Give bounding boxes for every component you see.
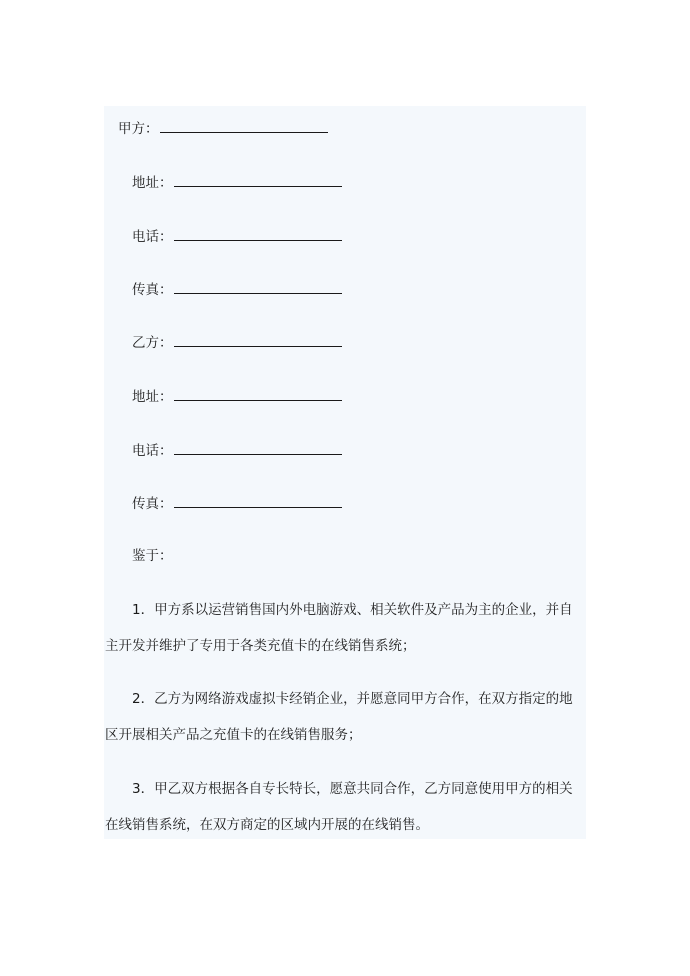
party-b-blank <box>174 332 342 347</box>
party-a-address-blank <box>174 172 342 187</box>
party-a-fax-label: 传真： <box>132 282 173 298</box>
party-a-fax-blank <box>174 279 342 294</box>
clause-3-line-2: 在线销售系统，在双方商定的区域内开展的在线销售。 <box>105 817 429 833</box>
party-a-address-label: 地址： <box>132 175 173 191</box>
party-b-fax-blank <box>174 493 342 508</box>
party-b-fax-field <box>132 493 342 514</box>
party-a-label: 甲方： <box>118 121 159 137</box>
clause-1-line-1: 1．甲方系以运营销售国内外电脑游戏、相关软件及产品为主的企业，并自 <box>132 602 573 618</box>
party-b-phone-label: 电话： <box>132 443 173 459</box>
clause-3-line-1: 3．甲乙双方根据各自专长特长，愿意共同合作，乙方同意使用甲方的相关 <box>132 781 573 797</box>
party-a-field <box>118 118 328 139</box>
clause-2-line-1: 2．乙方为网络游戏虚拟卡经销企业，并愿意同甲方合作，在双方指定的地 <box>132 691 573 707</box>
party-a-phone-label: 电话： <box>132 229 173 245</box>
party-a-fax-field <box>132 279 342 300</box>
party-a-address-field <box>132 172 342 193</box>
party-b-address-label: 地址： <box>132 389 173 405</box>
party-b-field <box>132 332 342 353</box>
party-b-phone-field <box>132 440 342 461</box>
party-b-address-field <box>132 386 342 407</box>
whereas-label: 鉴于： <box>132 548 173 564</box>
party-b-label: 乙方： <box>132 335 173 351</box>
party-a-phone-blank <box>174 226 342 241</box>
party-a-phone-field <box>132 226 342 247</box>
party-a-blank <box>160 118 328 133</box>
clause-2-line-2: 区开展相关产品之充值卡的在线销售服务； <box>105 727 362 743</box>
party-b-fax-label: 传真： <box>132 496 173 512</box>
clause-1-line-2: 主开发并维护了专用于各类充值卡的在线销售系统； <box>105 638 416 654</box>
party-b-phone-blank <box>174 440 342 455</box>
party-b-address-blank <box>174 386 342 401</box>
